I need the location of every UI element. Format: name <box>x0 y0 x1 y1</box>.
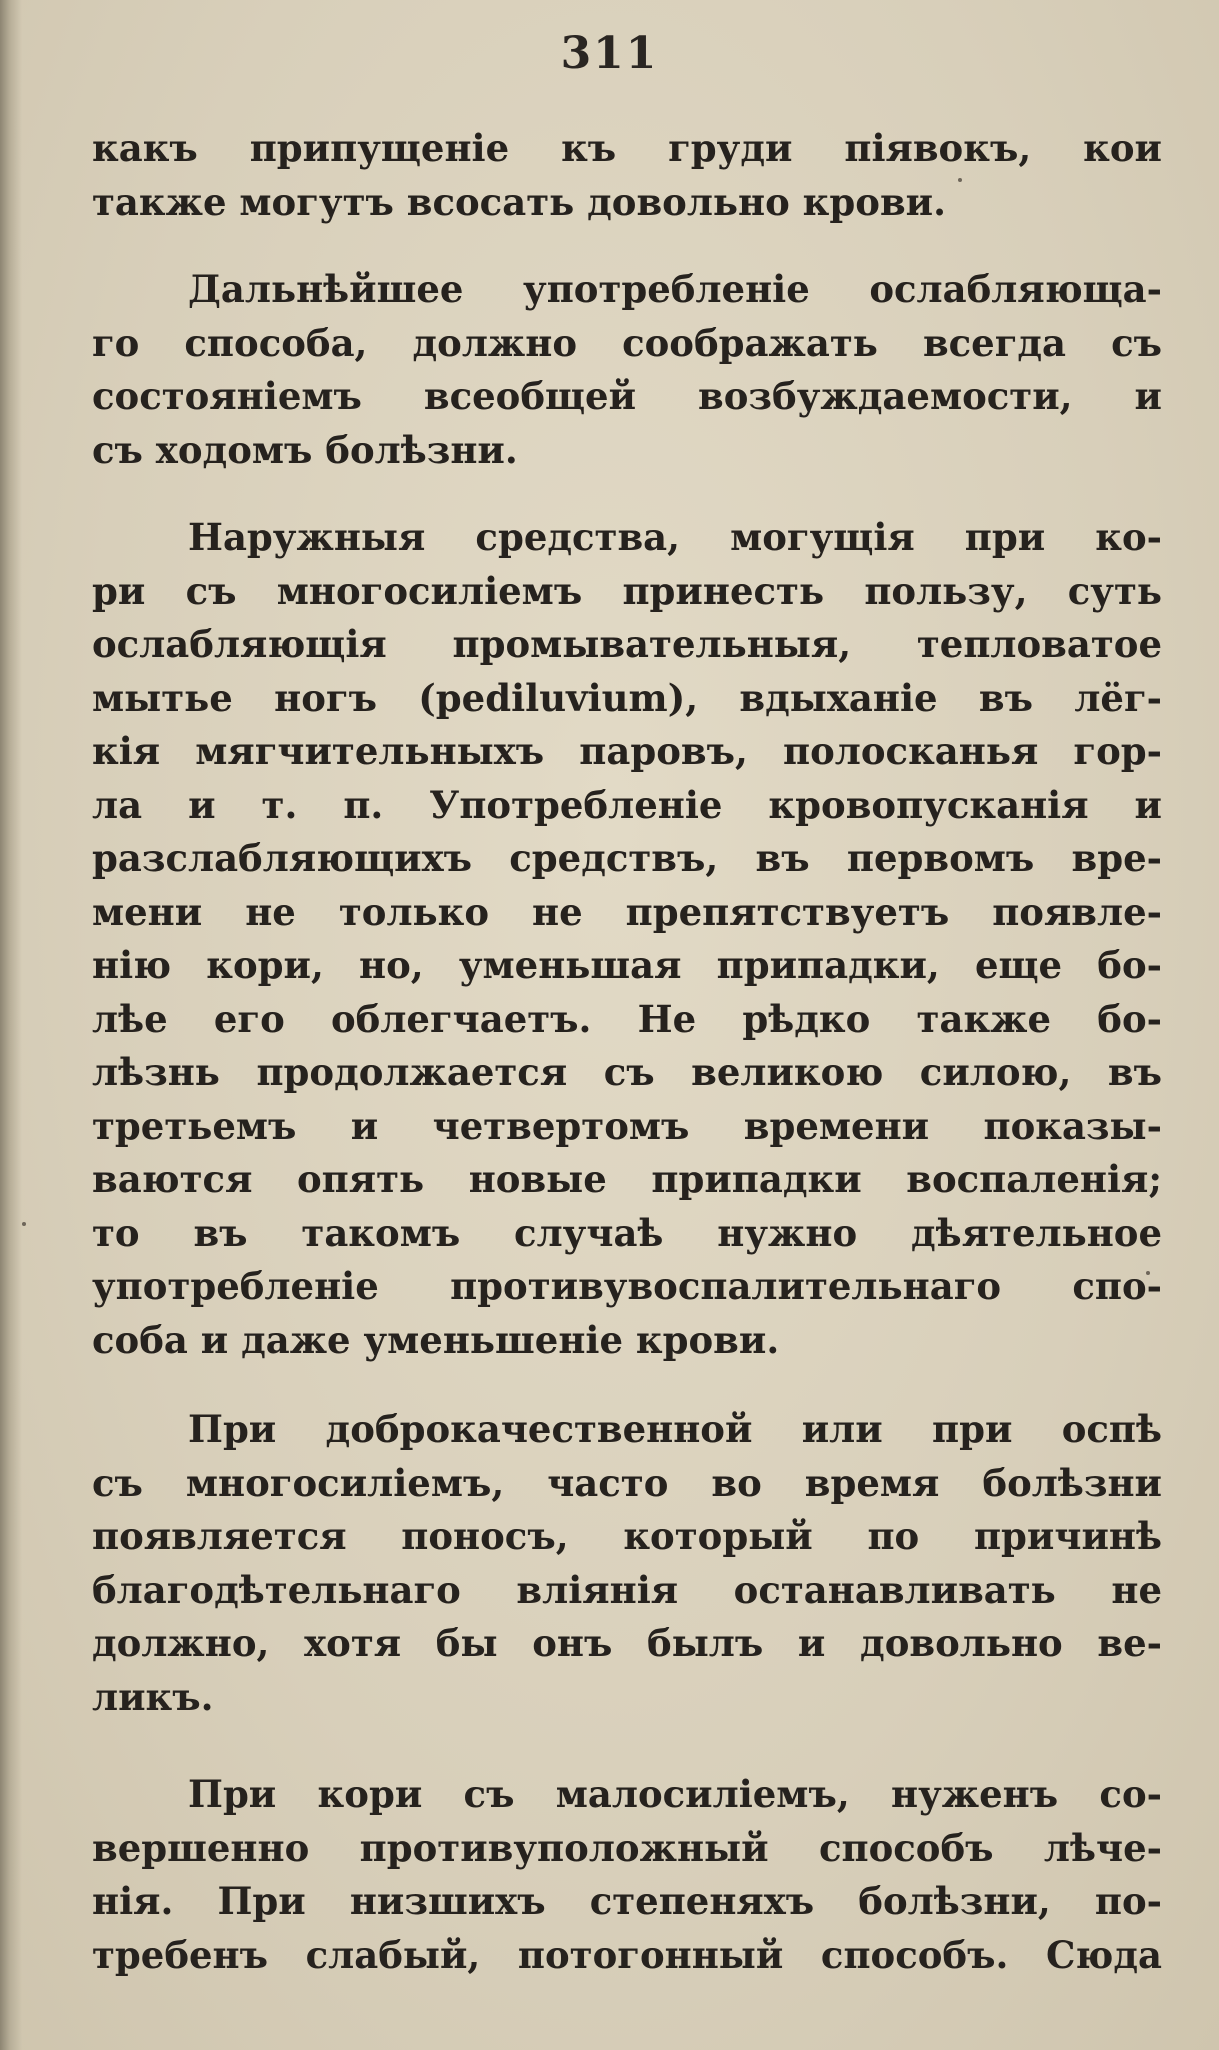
text-line: появляется поносъ, который по причинѣ <box>92 1514 1162 1558</box>
text-line: ла и т. п. Употребленіе кровопусканія и <box>92 782 1162 827</box>
text-line: ослабляющія промывательныя, тепловатое <box>92 622 1162 666</box>
text-line: требенъ слабый, потогонный способъ. Сюда <box>92 1932 1162 1977</box>
text-line: ри съ многосиліемъ принесть пользу, суть <box>92 568 1162 613</box>
text-line: Дальнѣйшее употребленіе ослабляюща- <box>188 267 1162 311</box>
text-line: ликъ. <box>92 1674 214 1719</box>
page-number: 311 <box>560 28 659 79</box>
text-line: нію кори, но, уменьшая припадки, еще бо- <box>92 943 1162 987</box>
text-line: состояніемъ всеобщей возбуждаемости, и <box>92 374 1162 418</box>
paragraph <box>92 1403 1162 1724</box>
paragraph <box>92 263 1162 477</box>
text-line: При доброкачественной или при оспѣ <box>188 1407 1162 1451</box>
text-line: разслабляющихъ средствъ, въ первомъ вре- <box>92 836 1162 880</box>
paragraph <box>92 1768 1162 1982</box>
body-text <box>92 122 1162 1982</box>
text-line: какъ припущеніе къ груди піявокъ, кои <box>92 126 1162 170</box>
print-speck <box>22 1222 26 1226</box>
text-line: го способа, должно соображать всегда съ <box>92 320 1162 365</box>
text-line: мени не только не препятствуетъ появле- <box>92 889 1162 934</box>
page-gutter-shadow <box>0 0 22 2050</box>
text-line: благодѣтельнаго вліянія останавливать не <box>92 1567 1162 1612</box>
text-line: съ многосиліемъ, часто во время болѣзни <box>92 1460 1162 1505</box>
text-line: вершенно противуположный способъ лѣче- <box>92 1825 1162 1870</box>
text-line: то въ такомъ случаѣ нужно дѣятельное <box>92 1210 1162 1255</box>
paragraph <box>92 122 1162 229</box>
text-line: третьемъ и четвертомъ времени показы- <box>92 1103 1162 1148</box>
text-line: употребленіе противувоспалительнаго спо- <box>92 1264 1162 1308</box>
text-line: При кори съ малосиліемъ, нуженъ со- <box>188 1772 1162 1816</box>
text-line: также могутъ всосать довольно крови. <box>92 179 946 224</box>
text-line: должно, хотя бы онъ былъ и довольно ве- <box>92 1621 1162 1665</box>
paragraph <box>92 511 1162 1367</box>
text-line: съ ходомъ болѣзни. <box>92 427 518 472</box>
text-line: кія мягчительныхъ паровъ, полосканья гор- <box>92 729 1162 773</box>
text-line: мытье ногъ (pediluvium), вдыханіе въ лёг- <box>92 675 1162 720</box>
text-line: лѣе его облегчаетъ. Не рѣдко также бо- <box>92 996 1162 1041</box>
text-line: ваются опять новые припадки воспаленія; <box>92 1157 1162 1201</box>
text-line: соба и даже уменьшеніе крови. <box>92 1317 780 1362</box>
text-line: Наружныя средства, могущія при ко- <box>188 515 1162 559</box>
text-line: нія. При низшихъ степеняхъ болѣзни, по- <box>92 1879 1162 1923</box>
text-line: лѣзнь продолжается съ великою силою, въ <box>92 1050 1162 1094</box>
